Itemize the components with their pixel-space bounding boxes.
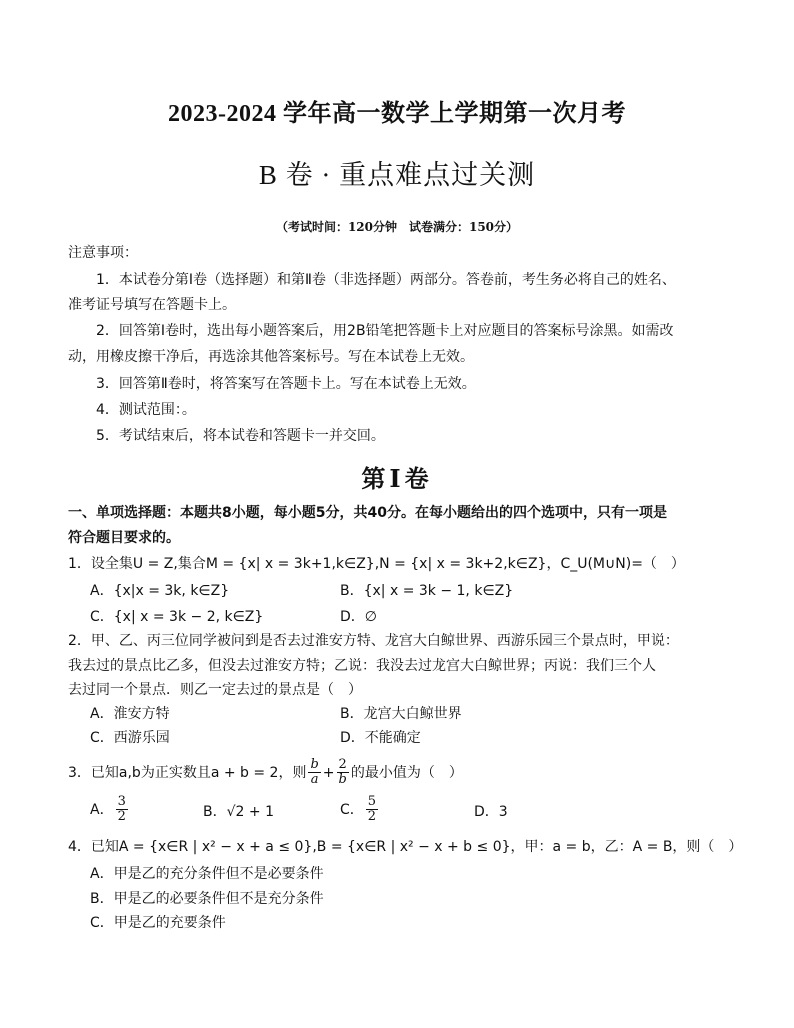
question-2-option-b: B．龙宫大白鲸世界 [340,706,462,722]
question-2-option-c: C．西游乐园 [90,730,170,746]
fraction-denominator: a [310,772,319,787]
fraction-3-over-2 [116,795,128,824]
question-1-option-b: B．{x| x = 3k − 1, k∈Z} [340,583,514,599]
option-label: C． [340,801,364,818]
note-line: 准考证号填写在答题卡上。 [68,297,236,313]
fraction-5-over-2 [366,795,378,824]
document-title: 2023-2024 学年高一数学上学期第一次月考 [168,101,626,127]
question-4-option-b: B．甲是乙的必要条件但不是充分条件 [90,891,324,907]
question-2-option-a: A．淮安方特 [90,706,170,722]
note-line: 1．本试卷分第Ⅰ卷（选择题）和第Ⅱ卷（非选择题）两部分。答卷前，考生务必将自己的姓名、 [96,272,676,288]
document-subtitle: B 卷 · 重点难点过关测 [258,160,536,190]
fraction-numerator: 3 [117,794,126,809]
question-3-option-c [340,795,380,824]
question-1-option-d: D．∅ [340,609,377,625]
section-intro: 一、单项选择题：本题共8小题，每小题5分，共40分。在每小题给出的四个选项中，只有一项是 [68,505,667,521]
notes-heading: 注意事项： [68,245,138,261]
fraction-b-over-a [308,758,320,787]
question-2-option-d: D．不能确定 [340,730,421,746]
fraction-numerator: 5 [367,794,377,809]
question-4-option-c: C．甲是乙的充要条件 [90,915,226,931]
fraction-denominator: 2 [117,809,126,824]
fraction-denominator: b [338,772,347,787]
fraction-2-over-b [337,758,349,787]
fraction-numerator: b [310,757,319,772]
question-1-option-c: C．{x| x = 3k − 2, k∈Z} [90,609,264,625]
question-2-stem: 去过同一个景点．则乙一定去过的景点是（ ） [68,682,362,698]
question-1-option-a: A．{x|x = 3k, k∈Z} [90,583,230,599]
question-2-stem: 2．甲、乙、丙三位同学被问到是否去过淮安方特、龙宫大白鲸世界、西游乐园三个景点时，甲说： [68,633,679,649]
question-3-stem-text: 3．已知a,b为正实数且a + b = 2，则 [68,764,307,781]
question-4-stem: 4．已知A = {x∈R | x² − x + a ≤ 0},B = {x∈R | x² − x + b ≤ 0}，甲：a = b，乙：A = B，则（ ） [68,839,743,855]
note-line: 2．回答第Ⅰ卷时，选出每小题答案后，用2B铅笔把答题卡上对应题目的答案标号涂黑。如需改 [96,323,674,339]
question-3-stem [68,758,463,787]
note-line: 动，用橡皮擦干净后，再选涂其他答案标号。写在本试卷上无效。 [68,349,474,365]
question-1-stem: 1．设全集U = Z,集合M = {x| x = 3k+1,k∈Z},N = {x| x = 3k+2,k∈Z}，C_U(M∪N)=（ ） [68,556,685,572]
question-3-option-a [90,795,130,824]
note-line: 5．考试结束后，将本试卷和答题卡一并交回。 [96,428,385,444]
question-3-option-b: B．√2 + 1 [203,804,274,820]
option-label: A． [90,801,114,818]
note-line: 4．测试范围：。 [96,402,196,418]
fraction-numerator: 2 [338,757,347,772]
question-2-stem: 我去过的景点比乙多，但没去过淮安方特；乙说：我没去过龙宫大白鲸世界；丙说：我们三个人 [68,658,656,674]
section-intro: 符合题目要求的。 [68,530,180,546]
question-3-option-d: D．3 [474,804,508,820]
section-title: 第Ⅰ卷 [361,464,433,493]
question-4-option-a: A．甲是乙的充分条件但不是必要条件 [90,866,324,882]
question-3-stem-text: 的最小值为（ ） [350,764,463,781]
fraction-denominator: 2 [367,809,377,824]
plus-sign: + [322,764,335,781]
exam-info: （考试时间：120分钟 试卷满分：150分） [275,220,519,234]
note-line: 3．回答第Ⅱ卷时，将答案写在答题卡上。写在本试卷上无效。 [96,376,476,392]
